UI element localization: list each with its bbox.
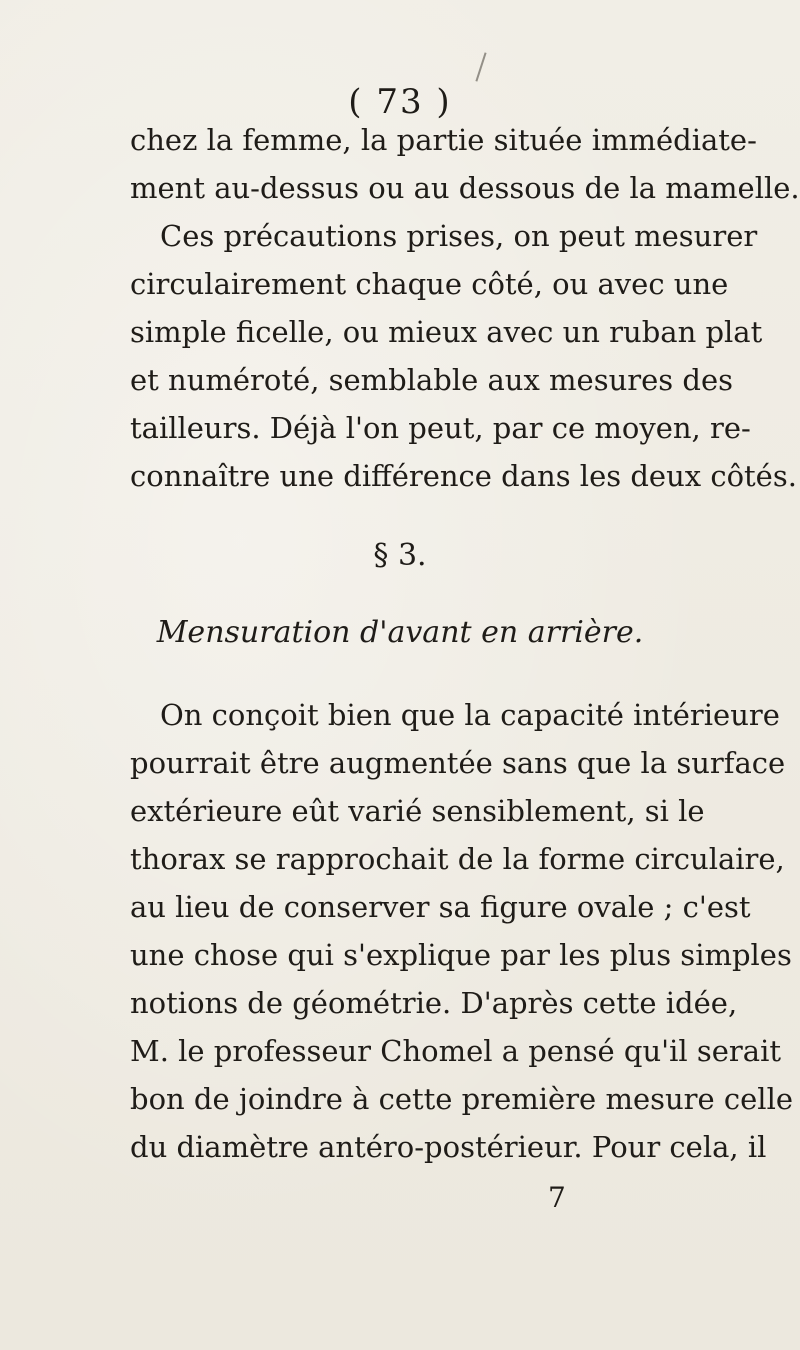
text-line: circulairement chaque côté, ou avec une — [130, 267, 729, 301]
text-line: simple ficelle, ou mieux avec un ruban plat — [130, 315, 763, 349]
text-line: et numéroté, semblable aux mesures des — [130, 363, 734, 397]
text-line: chez la femme, la partie située immédiate- — [130, 123, 757, 157]
text-line: tailleurs. Déjà l'on peut, par ce moyen, re- — [130, 411, 751, 445]
text-line: au lieu de conserver sa figure ovale ; c'est — [130, 890, 751, 924]
text-line: connaître une différence dans les deux côtés. — [130, 459, 797, 493]
text-line: extérieure eût varié sensiblement, si le — [130, 794, 705, 828]
page-number-header: ( 73 ) — [348, 82, 452, 122]
text-line: bon de joindre à cette première mesure celle — [130, 1082, 794, 1116]
text-line: Ces précautions prises, on peut mesurer — [160, 219, 758, 253]
text-line: du diamètre antéro-postérieur. Pour cela, il — [130, 1130, 767, 1164]
section-number: § 3. — [373, 538, 427, 573]
text-line: une chose qui s'explique par les plus simples — [130, 938, 792, 972]
signature-mark: 7 — [548, 1181, 566, 1214]
text-line: notions de géométrie. D'après cette idée, — [130, 986, 738, 1020]
text-line: thorax se rapprochait de la forme circulaire, — [130, 842, 785, 876]
stray-ink-mark — [475, 52, 486, 81]
text-line: pourrait être augmentée sans que la surface — [130, 746, 786, 780]
text-line: M. le professeur Chomel a pensé qu'il serait — [130, 1034, 782, 1068]
text-line: On conçoit bien que la capacité intérieure — [160, 698, 780, 732]
section-title: Mensuration d'avant en arrière. — [156, 615, 644, 650]
text-line: ment au-dessus ou au dessous de la mamelle. — [130, 171, 800, 205]
